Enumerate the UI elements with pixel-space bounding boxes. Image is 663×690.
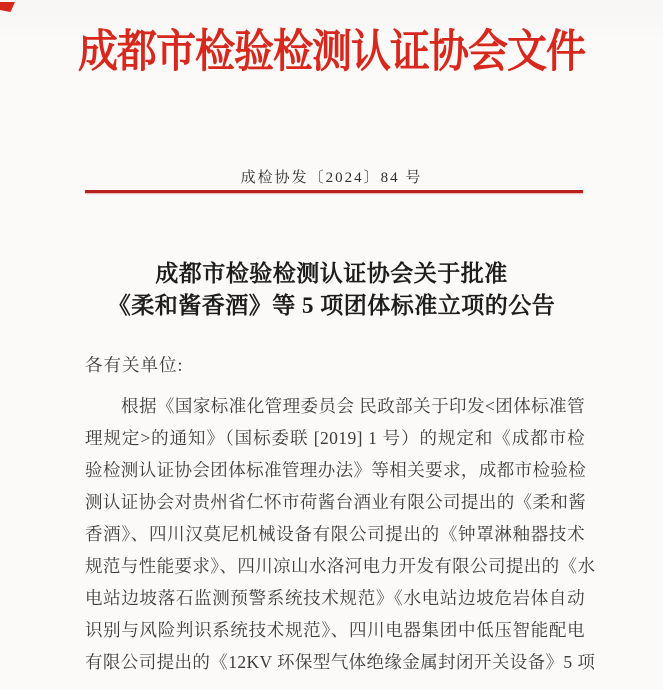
body-line: 理规定>的通知》（国标委联 [2019] 1 号）的规定和《成都市检 (85, 428, 585, 448)
body-line: 规范与性能要求》、四川凉山水洛河电力开发有限公司提出的《水 (85, 556, 596, 576)
document-header-title: 成都市检验检测认证协会文件 (78, 26, 585, 77)
notice-title-line-2: 《柔和酱香酒》等 5 项团体标准立项的公告 (107, 293, 556, 318)
body-line: 有限公司提出的《12KV 环保型气体绝缘金属封闭开关设备》5 项 (85, 652, 596, 672)
notice-title-line-1: 成都市检验检测认证协会关于批准 (155, 261, 508, 286)
body-line: 测认证协会对贵州省仁怀市荷酱台酒业有限公司提出的《柔和酱 (85, 492, 587, 512)
red-corner-mark-icon (0, 2, 15, 12)
body-line: 根据《国家标准化管理委员会 民政部关于印发<团体标准管 (121, 396, 585, 416)
salutation: 各有关单位: (85, 355, 184, 375)
body-line: 电站边坡落石监测预警系统技术规范》《水电站边坡危岩体自动 (85, 588, 585, 608)
body-line: 香酒》、四川汉莫尼机械设备有限公司提出的《钟罩淋釉器技术 (85, 524, 585, 544)
notice-body (85, 390, 596, 678)
body-line: 验检测认证协会团体标准管理办法》等相关要求，成都市检验检 (85, 460, 587, 480)
document-number: 成检协发〔2024〕84 号 (240, 170, 423, 186)
body-line: 识别与风险判识系统技术规范》、四川电器集团中低压智能配电 (85, 620, 585, 640)
notice-title (0, 258, 663, 322)
red-divider-rule (85, 190, 583, 193)
